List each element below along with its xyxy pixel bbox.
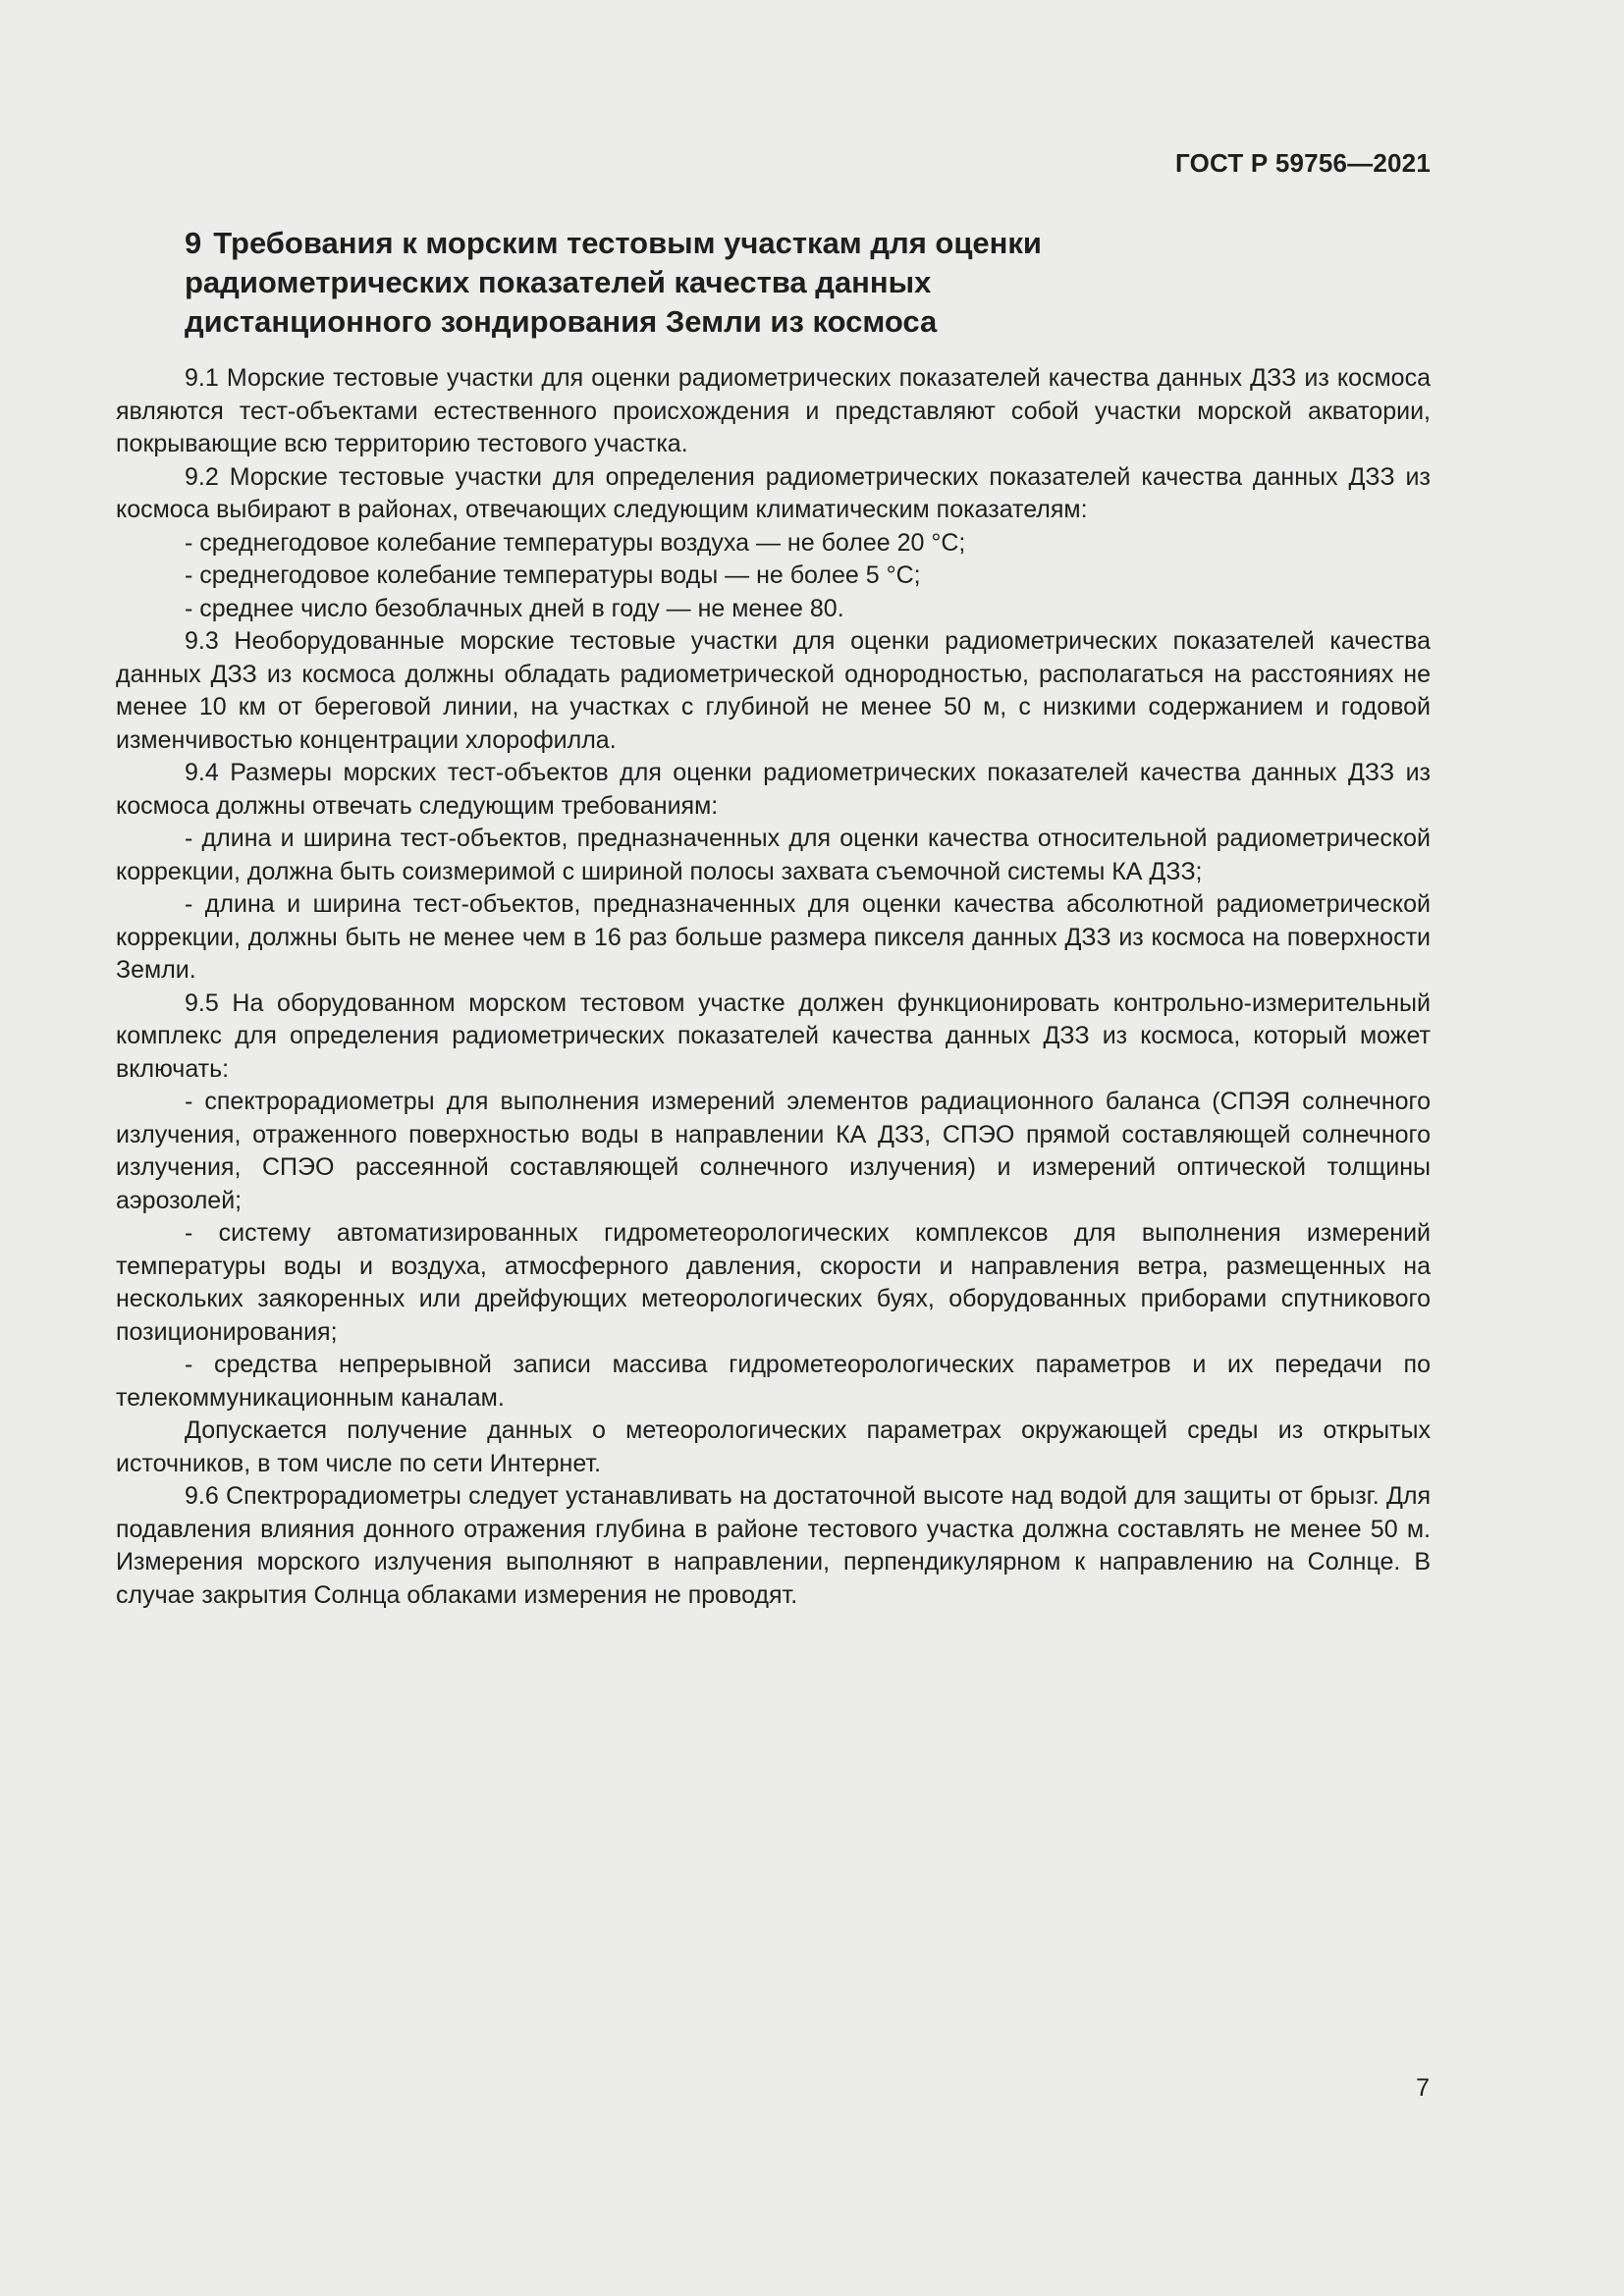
list-item-relative-correction: - длина и ширина тест-объектов, предназначенных для оценки качества относительной радиометрической коррекции, должна быть соизмеримой с шириной полосы захвата съемочной системы КА ДЗЗ; xyxy=(116,825,1431,885)
section-heading xyxy=(185,224,1166,342)
list-item-data-recording: - средства непрерывной записи массива гидрометеорологических параметров и их передачи по телекоммуникационным каналам. xyxy=(116,1351,1431,1412)
paragraph-9-4: 9.4 Размеры морских тест-объектов для оценки радиометрических показателей качества данных ДЗЗ из космоса должны отвечать следующим требованиям: xyxy=(116,759,1431,820)
list-item-spectroradiometers: - спектрорадиометры для выполнения измерений элементов радиационного баланса (СПЭЯ солнечного излучения, отраженного поверхностью воды в направлении КА ДЗЗ, СПЭО прямой составляющей солнечного излучения, СПЭО рассеянной составляющей солнечного излучения) и измерений оптической толщины аэрозолей; xyxy=(116,1088,1431,1214)
section-number: 9 xyxy=(185,226,202,260)
list-item-cloudless-days: - среднее число безоблачных дней в году — не менее 80. xyxy=(185,594,844,622)
section-title: Требования к морским тестовым участкам для оценки радиометрических показателей качества данных дистанционного зондирования Земли из космоса xyxy=(185,226,1042,339)
paragraph-9-1: 9.1 Морские тестовые участки для оценки радиометрических показателей качества данных ДЗЗ из космоса являются тест-объектами естественного происхождения и представляют собой участки морской акватории, покрывающие всю территорию тестового участка. xyxy=(116,364,1431,457)
list-item-air-temperature: - среднегодовое колебание температуры воздуха — не более 20 °С; xyxy=(185,528,966,557)
list-item-water-temperature: - среднегодовое колебание температуры воды — не более 5 °С; xyxy=(185,561,921,589)
paragraph-9-3: 9.3 Необорудованные морские тестовые участки для оценки радиометрических показателей качества данных ДЗЗ из космоса должны обладать радиометрической однородностью, располагаться на расстояниях не менее 10 км от береговой линии, на участках с глубиной не менее 50 м, с низкими содержанием и годовой изменчивостью концентрации хлорофилла. xyxy=(116,627,1431,754)
paragraph-9-6: 9.6 Спектрорадиометры следует устанавливать на достаточной высоте над водой для защиты от брызг. Для подавления влияния донного отражения глубина в районе тестового участка должна составлять не менее 50 м. Измерения морского излучения выполняют в направлении, перпендикулярном к направлению на Солнце. В случае закрытия Солнца облаками измерения не проводят. xyxy=(116,1482,1431,1609)
page-number: 7 xyxy=(1416,2074,1430,2102)
paragraph-9-5: 9.5 На оборудованном морском тестовом участке должен функционировать контрольно-измерительный комплекс для определения радиометрических показателей качества данных ДЗЗ из космоса, который может включать: xyxy=(116,988,1431,1083)
list-item-hydrometeorological-system: - систему автоматизированных гидрометеорологических комплексов для выполнения измерений температуры воды и воздуха, атмосферного давления, скорости и направления ветра, размещенных на нескольких заякоренных или дрейфующих метеорологических буях, оборудованных приборами спутникового позиционирования; xyxy=(116,1219,1431,1346)
paragraph-open-sources: Допускается получение данных о метеорологических параметрах окружающей среды из открытых источников, в том числе по сети Интернет. xyxy=(116,1416,1431,1477)
list-item-absolute-correction: - длина и ширина тест-объектов, предназначенных для оценки качества абсолютной радиометрической коррекции, должны быть не менее чем в 16 раз больше размера пикселя данных ДЗЗ из космоса на поверхности Земли. xyxy=(116,890,1431,984)
paragraph-9-2: 9.2 Морские тестовые участки для определения радиометрических показателей качества данных ДЗЗ из космоса выбирают в районах, отвечающих следующим климатическим показателям: xyxy=(116,462,1431,523)
section-body xyxy=(116,362,1431,1612)
document-code: ГОСТ Р 59756—2021 xyxy=(1175,148,1431,178)
